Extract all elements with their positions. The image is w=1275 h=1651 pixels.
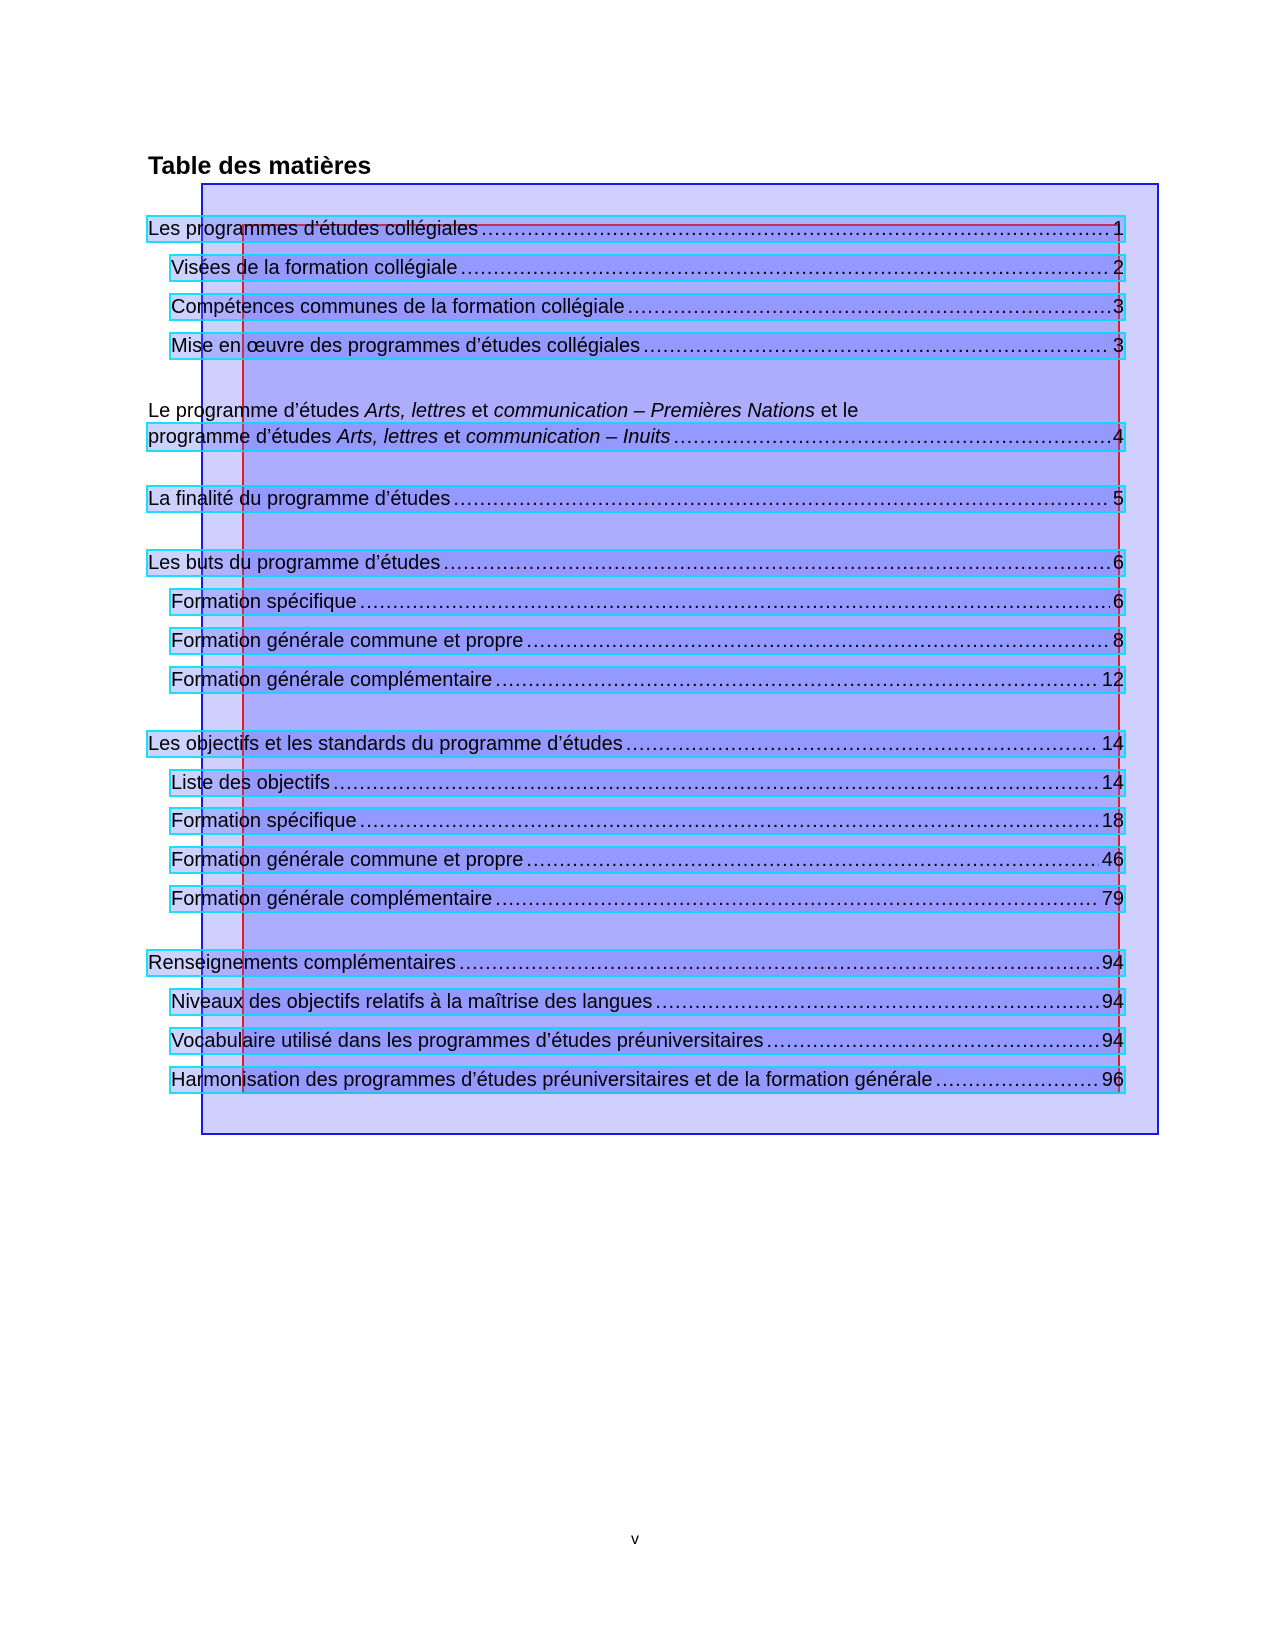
toc-entry[interactable] (171, 1029, 1124, 1053)
toc-entry-label: Formation générale commune et propre (171, 630, 524, 652)
toc-entry-program[interactable] (148, 398, 1124, 450)
toc-entry-page: 46 (1101, 849, 1124, 871)
toc-entry-label: Les buts du programme d’études (148, 552, 441, 574)
text-run: – (628, 400, 651, 422)
text-run: communication (493, 400, 629, 422)
toc-leader-dots (453, 487, 1109, 511)
toc-entry[interactable] (171, 668, 1124, 692)
toc-entry-label: Formation spécifique (171, 810, 357, 832)
toc-entry[interactable] (171, 809, 1124, 833)
toc-entry-label: Formation générale commune et propre (171, 849, 524, 871)
toc-entry-label: Renseignements complémentaires (148, 952, 456, 974)
toc-entry[interactable] (171, 887, 1124, 911)
toc-leader-dots (655, 990, 1098, 1014)
toc-entry-label: Formation générale complémentaire (171, 669, 493, 691)
toc-entry[interactable] (171, 629, 1124, 653)
toc-entry[interactable] (148, 951, 1124, 975)
toc-entry-line-1 (148, 398, 1124, 424)
toc-entry-label: Les objectifs et les standards du programme d’études (148, 733, 623, 755)
toc-entry-label: La finalité du programme d’études (148, 488, 451, 510)
toc-entry[interactable] (148, 217, 1124, 241)
toc-leader-dots (936, 1068, 1099, 1092)
toc-leader-dots (628, 295, 1110, 319)
toc-entry-label: Niveaux des objectifs relatifs à la maîtrise des langues (171, 991, 653, 1013)
text-run: – (600, 426, 623, 448)
toc-entry-page: 94 (1101, 1030, 1124, 1052)
toc-entry[interactable] (171, 295, 1124, 319)
toc-entry-label: Formation spécifique (171, 591, 357, 613)
toc-entry-label: Les programmes d’études collégiales (148, 218, 479, 240)
toc-entry-page: 5 (1112, 488, 1124, 510)
toc-entry-page: 3 (1112, 335, 1124, 357)
toc-entry-page: 96 (1101, 1069, 1124, 1091)
toc-leader-dots (626, 732, 1099, 756)
toc-leader-dots (767, 1029, 1099, 1053)
text-run: Arts, lettres (336, 426, 439, 448)
toc-entry[interactable] (171, 771, 1124, 795)
toc-leader-dots (674, 424, 1110, 450)
toc-leader-dots (495, 668, 1098, 692)
text-run: programme d’études (148, 426, 337, 448)
toc-entry-label: Mise en œuvre des programmes d’études collégiales (171, 335, 641, 357)
page-number: v (631, 1531, 639, 1548)
toc-leader-dots (360, 590, 1110, 614)
toc-entry-page: 1 (1112, 218, 1124, 240)
toc-entry-label: Formation générale complémentaire (171, 888, 493, 910)
toc-leader-dots (360, 809, 1099, 833)
page-title: Table des matières (148, 152, 372, 180)
toc-leader-dots (460, 256, 1109, 280)
toc-entry-page: 8 (1112, 630, 1124, 652)
toc-leader-dots (643, 334, 1110, 358)
toc-entry-page: 94 (1101, 991, 1124, 1013)
text-run: et le (815, 400, 859, 422)
toc-leader-dots (459, 951, 1099, 975)
toc-entry-page: 6 (1112, 591, 1124, 613)
toc-entry-page: 14 (1101, 772, 1124, 794)
toc-leader-dots (481, 217, 1110, 241)
toc-entry-page: 12 (1101, 669, 1124, 691)
toc-entry-line-2 (148, 424, 1124, 450)
toc-entry-label: Compétences communes de la formation collégiale (171, 296, 625, 318)
toc-leader-dots (333, 771, 1099, 795)
toc-entry[interactable] (148, 732, 1124, 756)
toc-entry[interactable] (171, 334, 1124, 358)
text-run: Inuits (622, 426, 671, 448)
text-run: Le programme d’études (148, 400, 365, 422)
toc-entry-label (148, 424, 671, 450)
text-run: communication (465, 426, 601, 448)
toc-entry-page: 6 (1112, 552, 1124, 574)
toc-entry-label: Harmonisation des programmes d’études préuniversitaires et de la formation générale (171, 1069, 933, 1091)
text-run: Arts, lettres (364, 400, 466, 422)
toc-entry-label: Liste des objectifs (171, 772, 330, 794)
toc-entry[interactable] (148, 487, 1124, 511)
toc-entry[interactable] (148, 551, 1124, 575)
toc-leader-dots (443, 551, 1109, 575)
toc-entry-page: 79 (1101, 888, 1124, 910)
toc-entry[interactable] (171, 848, 1124, 872)
toc-entry-page: 2 (1112, 257, 1124, 279)
toc-entry-page: 94 (1101, 952, 1124, 974)
toc-leader-dots (526, 848, 1098, 872)
toc-entry-page: 4 (1112, 426, 1124, 448)
toc-entry[interactable] (171, 1068, 1124, 1092)
toc-entry-page: 3 (1112, 296, 1124, 318)
toc-entry[interactable] (171, 256, 1124, 280)
toc-entry-page: 14 (1101, 733, 1124, 755)
toc-entry[interactable] (171, 990, 1124, 1014)
text-run: Premières Nations (650, 400, 816, 422)
toc-entry-label: Visées de la formation collégiale (171, 257, 458, 279)
toc-leader-dots (495, 887, 1098, 911)
toc-entry-label: Vocabulaire utilisé dans les programmes d’études préuniversitaires (171, 1030, 764, 1052)
text-run: et (465, 400, 494, 422)
text-run: et (438, 426, 466, 448)
toc-entry-page: 18 (1101, 810, 1124, 832)
toc-entry[interactable] (171, 590, 1124, 614)
toc-leader-dots (526, 629, 1109, 653)
